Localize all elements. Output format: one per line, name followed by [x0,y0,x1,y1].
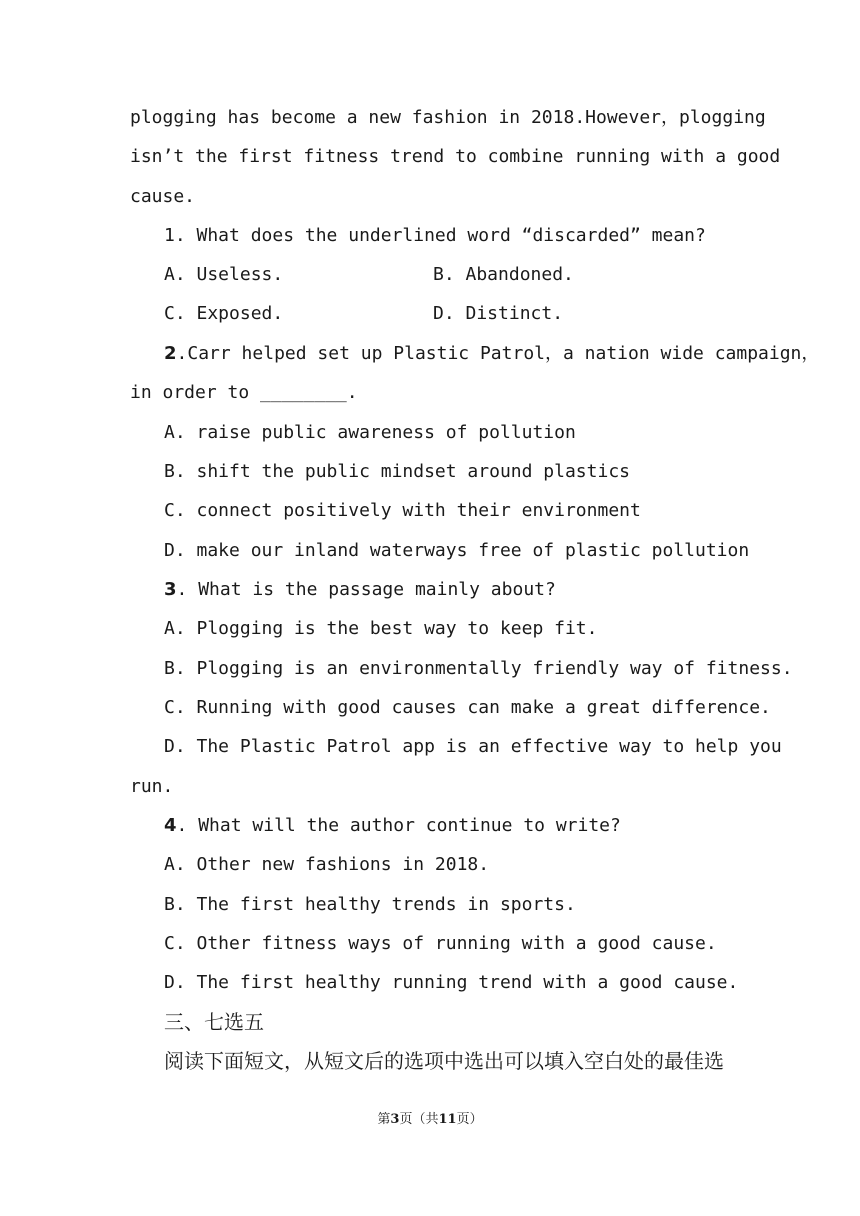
section-heading: 三、七选五 [164,1010,264,1034]
q3-option-a: A. Plogging is the best way to keep fit. [164,618,598,639]
footer-mid: 页（共 [399,1112,439,1127]
section-instruction: 阅读下面短文，从短文后的选项中选出可以填入空白处的最佳选 [164,1049,724,1073]
q2-option-a: A. raise public awareness of pollution [164,422,576,443]
page-footer [0,1108,860,1127]
q3-option-d-cont: run. [130,776,174,797]
question-2-text: .Carr helped set up Plastic Patrol，a nation wide campaign， [176,343,820,364]
q4-option-b: B. The first healthy trends in sports. [164,894,576,915]
footer-prefix: 第 [377,1112,391,1127]
q1-option-b: B. Abandoned. [433,264,574,285]
q1-option-a: A. Useless. [164,264,284,285]
q1-option-d: D. Distinct. [433,303,564,324]
question-number: 3 [164,579,177,600]
question-number: 4 [164,815,177,836]
q4-option-c: C. Other fitness ways of running with a good cause. [164,933,717,954]
page-number: 3 [390,1112,400,1127]
q4-option-d: D. The first healthy running trend with a good cause. [164,972,739,993]
q2-option-c: C. connect positively with their environment [164,500,641,521]
passage-line: plogging has become a new fashion in 2018.However，plogging [130,107,766,128]
question-4-text: . What will the author continue to write? [176,815,621,836]
page-total: 11 [438,1112,457,1127]
q1-option-c: C. Exposed. [164,303,284,324]
question-3-stem [164,578,556,602]
q2-option-b: B. shift the public mindset around plastics [164,461,630,482]
q3-option-b: B. Plogging is an environmentally friendly way of fitness. [164,658,793,679]
question-2-stem-cont: in order to ________. [130,382,358,403]
footer-suffix: 页） [456,1112,483,1127]
q3-option-d: D. The Plastic Patrol app is an effective way to help you [164,736,782,757]
q4-option-a: A. Other new fashions in 2018. [164,854,490,875]
question-2-stem [164,342,820,366]
question-1-stem: 1. What does the underlined word “discarded” mean? [164,225,706,246]
passage-line: isn’t the first fitness trend to combine running with a good [130,146,781,167]
passage-line: cause. [130,186,196,207]
question-3-text: . What is the passage mainly about? [176,579,556,600]
q2-option-d: D. make our inland waterways free of plastic pollution [164,540,750,561]
q3-option-c: C. Running with good causes can make a great difference. [164,697,771,718]
question-4-stem [164,814,621,838]
question-number: 2 [164,343,177,364]
